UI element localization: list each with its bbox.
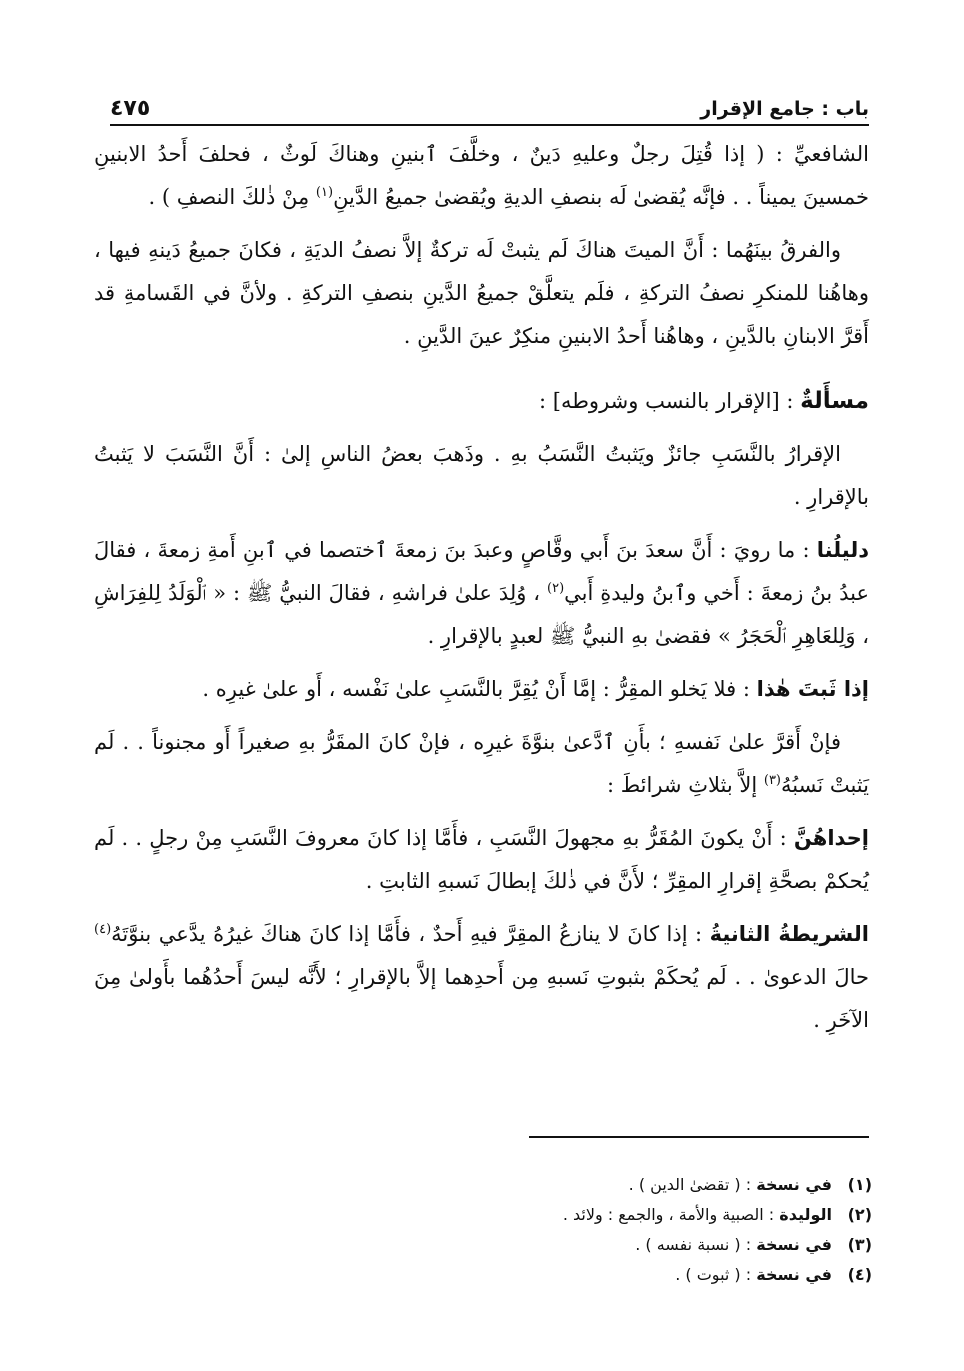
footnote-marker: (٣)	[763, 773, 781, 788]
paragraph	[94, 229, 869, 358]
footnote-marker: (٤)	[94, 922, 112, 937]
footnote-number: (١)	[847, 1175, 872, 1194]
footnote-text: : ( ثبوت ) .	[675, 1265, 757, 1284]
paragraph-text: الإقرارُ بالنَّسَبِ جائزٌ ويَثبتُ النَّسَبُ بهِ . وذَهبَ بعضُ الناسِ إلىٰ : أَنَّ النَّسَبَ لا يَثبتُ بالإقرارِ .	[94, 442, 869, 509]
footnote	[112, 1170, 872, 1200]
paragraph	[94, 721, 869, 807]
footnote-text: : ( تقضىٰ الدين ) .	[628, 1175, 757, 1194]
issue-heading	[94, 380, 869, 423]
paragraph-text: والفرقُ بينَهُما : أَنَّ الميتَ هناكَ لَم يثبتْ لَه تركةٌ إلاَّ نصفُ الديَةِ ، فكانَ جميعُ دَينهِ فيها ، وهاهُنا للمنكرِ نصفُ التركةِ ، فلَم يتعلَّقْ جميعُ الدَّينِ بنصفِ التركةِ . ولأنَّ في القَسامةِ قد أَقرَّ الابنانِ بالدَّينِ ، وهاهُنا أَحدُ الابنينِ منكِرٌ عينَ الدَّينِ .	[94, 238, 869, 348]
footnote-marker: (٢)	[547, 581, 565, 596]
paragraph-text-tail: مِنْ ذٰلكَ النصفِ ) .	[148, 185, 316, 209]
paragraph	[94, 913, 869, 1042]
paragraph-text-tail: إلاَّ بثلاثِ شرائطَ :	[606, 773, 764, 797]
footnote-number: (٢)	[847, 1205, 872, 1224]
paragraph-text: : فلا يَخلو المقِرُّ : إمَّا أَنْ يُقِرَّ بالنَّسَبِ علىٰ نَفْسه ، أَو علىٰ غيرِه .	[202, 677, 757, 701]
paragraph	[94, 817, 869, 903]
footnote-number: (٣)	[847, 1235, 872, 1254]
footnote-number: (٤)	[847, 1265, 872, 1284]
issue-title: مسأَلةٌ	[800, 388, 869, 414]
paragraph-text: : أَنْ يكونَ المُقَرُّ بهِ مجهولَ النَّسَبِ ، فأَمَّا إذا كانَ معروفَ النَّسَبِ مِنْ رجلٍ . . لَم يُحكمْ بصحَّةِ إقرارِ المقِرِّ ؛ لأَنَّ في ذٰلكَ إبطالَ نَسبهِ الثابتِ .	[94, 826, 869, 893]
paragraph-text: الشافعيِّ : ( إذا قُتِلَ رجلٌ وعليهِ دَينٌ ، وخلَّفَ ٱبنينِ وهناكَ لَوثٌ ، فحلفَ أَحدُ الابنينِ خمسينَ يميناً . . فإنَّه يُقضىٰ لَه بنصفِ الديةِ ويُقضىٰ جميعُ الدَّينِ	[94, 142, 869, 209]
paragraph-lead: دليلُنا	[816, 538, 869, 562]
paragraph-text-tail: حالَ الدعوىٰ . . لَم يُحكَمْ بثبوتِ نَسبهِ مِن أَحدِهما إلاَّ بالإقرارِ ؛ لأَنَّه ليسَ أَحدُهُما بأَولىٰ مِنَ الآخَرِ .	[94, 965, 869, 1032]
footnote	[112, 1230, 872, 1260]
footnote-text: : الصبية والأمة ، والجمع : ولائد .	[562, 1205, 780, 1224]
footnote-label: الوليدة	[779, 1205, 832, 1224]
paragraph	[94, 433, 869, 519]
chapter-title: باب : جامع الإقرار	[700, 98, 869, 120]
paragraph	[94, 668, 869, 711]
paragraph-text-tail: ، وُلِدَ علىٰ فراشهِ ، فقالَ النبيُّ ﷺ : « ٱلْوَلَدُ لِلفِرَاشِ ، وَلِلعَاهِرِ ٱلْحَجَرُ » فقضىٰ بهِ النبيُّ ﷺ لعبدٍ بالإقرارِ .	[94, 581, 869, 648]
paragraph-lead: إحداهُنَّ	[793, 826, 869, 850]
footnote-label: في نسخة	[756, 1265, 832, 1284]
footnote-label: في نسخة	[756, 1175, 832, 1194]
paragraph-text: : ما رويَ : أَنَّ سعدَ بنَ أَبي وقَّاصٍ وعبدَ بنَ زمعةَ ٱختصما في ٱبنِ أَمةِ زمعةَ ، فقالَ عبدُ بنُ زمعةَ : أَخي وٱبنُ وليدةِ أَبي	[94, 538, 870, 605]
paragraph-lead: الشريطةُ الثانيةُ	[709, 922, 870, 946]
main-text	[94, 133, 869, 1052]
issue-subtitle: : [الإقرار بالنسب وشروطه] :	[539, 389, 801, 413]
footnote-text: : ( نسبة نفسه ) .	[635, 1235, 757, 1254]
paragraph-text: : إذا كانَ لا ينازعُ المقِرَّ فيهِ أَحدٌ ، فأَمَّا إذا كانَ هناكَ غيرُهُ يدَّعي بنوَّتَهُ	[111, 922, 710, 946]
footnotes	[112, 1170, 872, 1290]
paragraph-lead: إذا ثَبتَ هٰذا	[756, 677, 869, 701]
paragraph	[94, 133, 869, 219]
paragraph-text: فإنْ أَقرَّ علىٰ نَفسهِ ؛ بأَنِ ٱدَّعىٰ بنوَّةَ غيرِه ، فإنْ كانَ المقَرُّ بهِ صغيراً أَو مجنوناً . . لَم يَثبتْ نَسبُهُ	[94, 730, 869, 797]
footnote	[112, 1200, 872, 1230]
footnote-marker: (١)	[315, 185, 334, 200]
page-number: ٤٧٥	[110, 96, 151, 121]
footnote-divider	[529, 1136, 869, 1138]
page-header	[110, 88, 869, 126]
footnote	[112, 1260, 872, 1290]
footnote-label: في نسخة	[756, 1235, 832, 1254]
paragraph	[94, 529, 869, 658]
